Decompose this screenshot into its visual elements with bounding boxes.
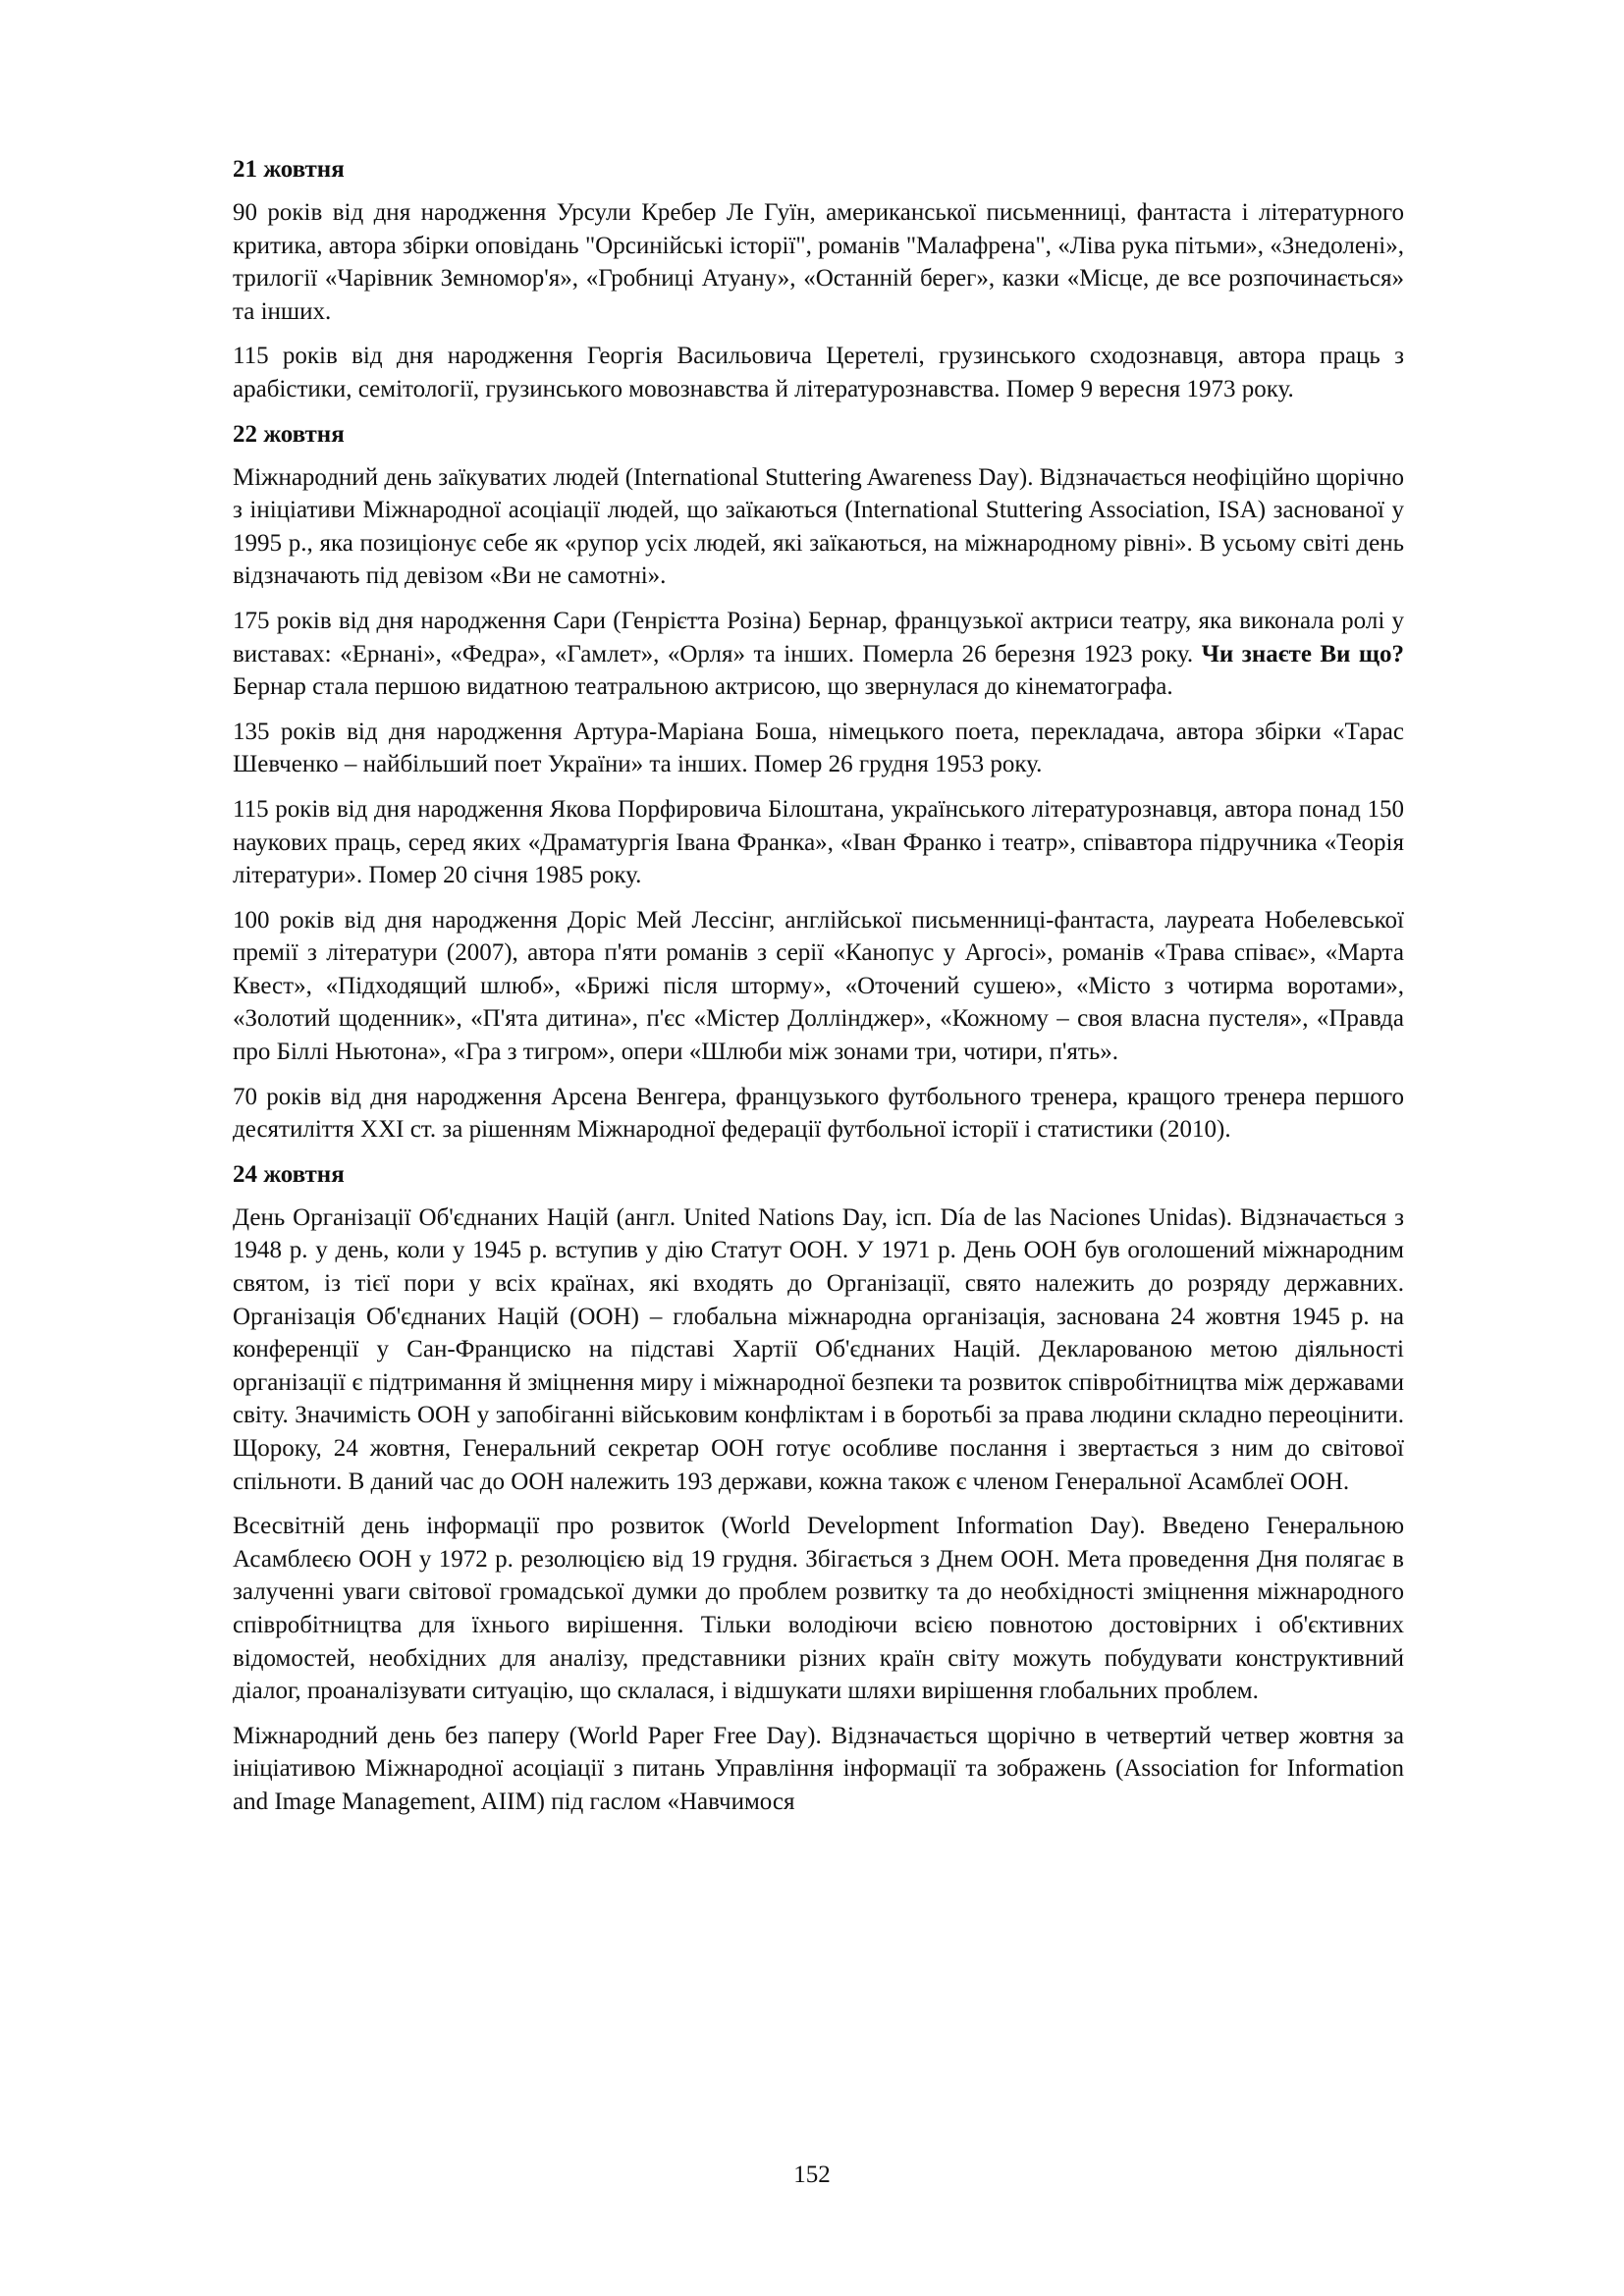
entry-paragraph: Міжнародний день без паперу (World Paper Free Day). Відзначається щорічно в четвертий четвер жовтня за ініціативою Міжнародної асоціації з питань Управління інформації та зображень (Association for Information and Image Management, AIIM) під гаслом «Навчимося [233,1722,1404,1815]
section-oct-21 [233,153,1404,406]
entry-paragraph: 115 років від дня народження Георгія Васильовича Церетелі, грузинського сходознавця, автора праць з арабістики, семітології, грузинського мовознавства й літературознавства. Помер 9 вересня 1973 року. [233,343,1404,402]
document-page [233,153,1404,1831]
section-oct-22 [233,418,1404,1147]
section-date: 21 жовтня [233,156,345,183]
section-oct-24 [233,1158,1404,1819]
entry-paragraph: Всесвітній день інформації про розвиток (World Development Information Day). Введено Генеральною Асамблеєю ООН у 1972 р. резолюцією від 19 грудня. Збігається з Днем ООН. Мета проведення Дня полягає в залученні уваги світової громадської думки до проблем розвитку та до необхідності зміцнення міжнародного співробітництва для їхнього вирішення. Тільки володіючи всією повнотою достовірних і об'єктивних відомостей, необхідних для аналізу, представники різних країн світу можуть побудувати конструктивний діалог, проаналізувати ситуацію, що склалася, і відшукати шляхи вирішення глобальних проблем. [233,1513,1404,1705]
entry-paragraph: 135 років від дня народження Артура-Маріана Боша, німецького поета, перекладача, автора збірки «Тарас Шевченко – найбільший поет України» та інших. Помер 26 грудня 1953 року. [233,718,1404,778]
entry-paragraph: 115 років від дня народження Якова Порфировича Білоштана, українського літературознавця, автора понад 150 наукових праць, серед яких «Драматургія Івана Франка», «Іван Франко і театр», співавтора підручника «Теорія літератури». Помер 20 січня 1985 року. [233,795,1404,889]
entry-paragraph [233,605,1404,704]
entry-paragraph: 90 років від дня народження Урсули Кребер Ле Гуїн, американської письменниці, фантаста і літературного критика, автора збірки оповідань "Орсинійські історії", романів "Малафрена", «Ліва рука пітьми», «Знедолені», трилогії «Чарівник Земномор'я», «Гробниці Атуану», «Останній берег», казки «Місце, де все розпочинається» та інших. [233,199,1404,325]
page-number: 152 [793,2162,831,2188]
section-date: 24 жовтня [233,1160,345,1188]
entry-text: 175 років від дня народження Сари (Генрієтта Розіна) Бернар, французької актриси театру, яка виконала ролі у виставах: «Ернані», «Федра», «Гамлет», «Орля» та інших. Померла 26 березня 1923 року. [233,607,1404,667]
entry-paragraph: День Організації Об'єднаних Націй (англ. United Nations Day, ісп. Día de las Naciones Unidas). Відзначається з 1948 р. у день, коли у 1945 р. вступив у дію Статут ООН. У 1971 р. День ООН був оголошений міжнародним святом, із тієї пори у всіх країнах, які входять до Організації, свято належить до розряду державних. Організація Об'єднаних Націй (ООН) – глобальна міжнародна організація, заснована 24 жовтня 1945 р. на конференції у Сан-Франциско на підставі Хартії Об'єднаних Націй. Декларованою метою діяльності організації є підтримання й зміцнення миру і міжнародної безпеки та розвиток співробітництва між державами світу. Значимість ООН у запобіганні військовим конфліктам і в боротьбі за права людини складно переоцінити. Щороку, 24 жовтня, Генеральний секретар ООН готує особливе послання і звертається з ним до світової спільноти. В даний час до ООН належить 193 держави, кожна також є членом Генеральної Асамблеї ООН. [233,1203,1404,1495]
entry-text: Бернар стала першою видатною театральною актрисою, що звернулася до кінематографа. [233,673,1173,701]
entry-paragraph: 70 років від дня народження Арсена Венгера, французького футбольного тренера, кращого тренера першого десятиліття XXI ст. за рішенням Міжнародної федерації футбольної історії і статистики (2010). [233,1083,1404,1144]
entry-paragraph: Міжнародний день заїкуватих людей (International Stuttering Awareness Day). Відзначається неофіційно щорічно з ініціативи Міжнародної асоціації людей, що заїкаються (International Stuttering Association, ISA) заснованої у 1995 р., яка позиціонує себе як «рупор усіх людей, які заїкаються, на міжнародному рівні». В усьому світі день відзначають під девізом «Ви не самотні». [233,463,1404,590]
did-you-know-emphasis: Чи знаєте Ви що? [1201,640,1404,667]
entry-paragraph: 100 років від дня народження Доріс Мей Лессінг, англійської письменниці-фантаста, лауреата Нобелевської премії з літератури (2007), автора п'яти романів з серії «Канопус у Аргосі», романів «Трава співає», «Марта Квест», «Підходящий шлюб», «Брижі після шторму», «Оточений сушею», «Місто з чотирма воротами», «Золотий щоденник», «П'ята дитина», п'єс «Містер Доллінджер», «Кожному – своя власна пустеля», «Правда про Біллі Ньютона», «Гра з тигром», опери «Шлюби між зонами три, чотири, п'ять». [233,906,1404,1066]
section-date: 22 жовтня [233,420,345,448]
